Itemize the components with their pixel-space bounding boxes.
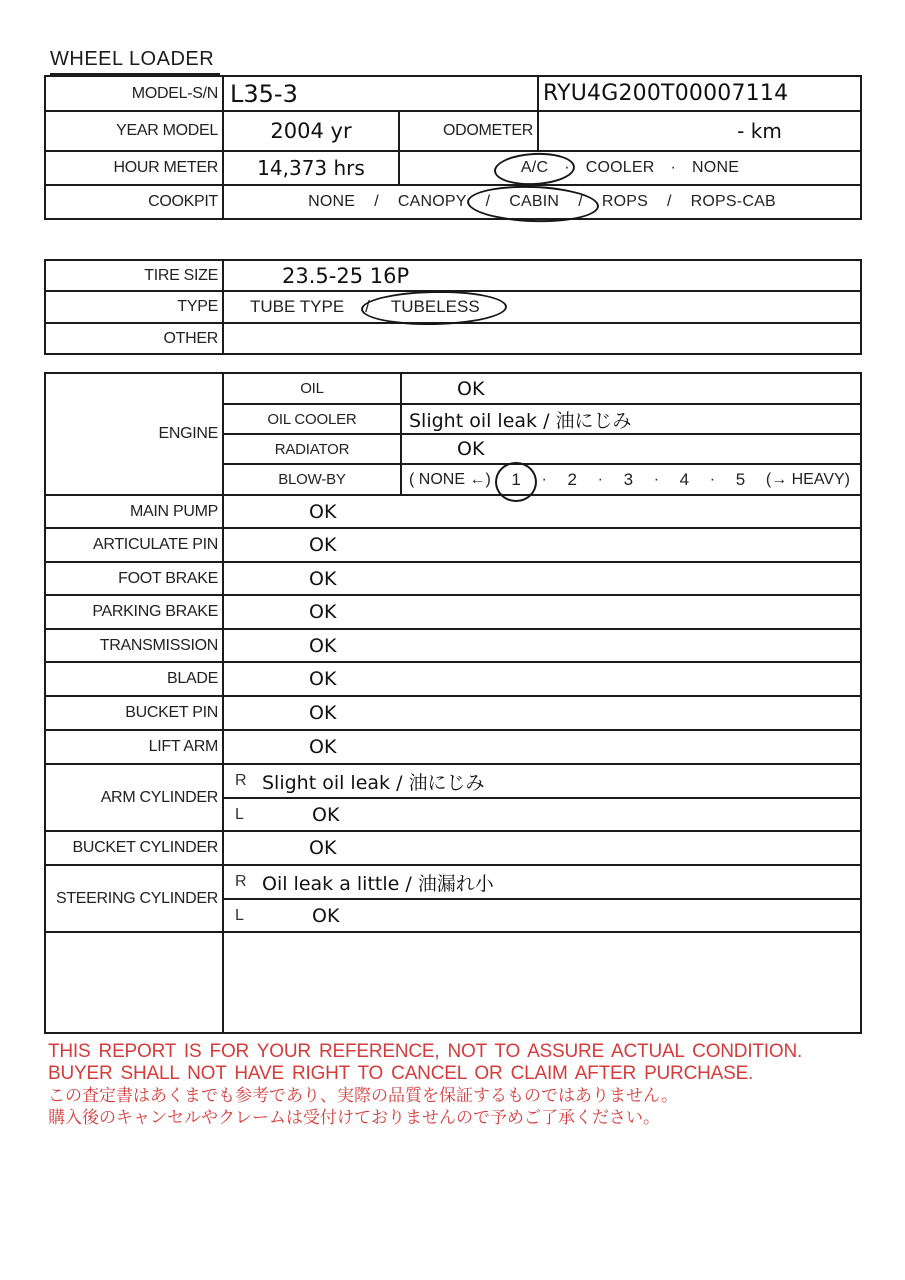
blow-by-scale [402, 470, 860, 490]
separator-slash: / [578, 193, 583, 210]
bucket-pin-value: OK [223, 696, 861, 730]
separator-dot: · [709, 470, 716, 488]
engine-blow-by-label: BLOW-BY [223, 464, 401, 495]
side-l-label: L [235, 805, 244, 823]
separator-dot: · [541, 470, 547, 488]
odometer-label: ODOMETER [399, 111, 538, 151]
aircon-option-cooler: COOLER [585, 159, 655, 176]
cockpit-option-canopy: CANOPY [397, 193, 467, 210]
foot-brake-value: OK [223, 562, 861, 595]
steering-cylinder-right-cell [223, 865, 861, 899]
row-foot-brake [45, 562, 861, 595]
tire-option-tube-type: TUBE TYPE [250, 297, 345, 316]
tire-option-tubeless-circled: TUBELESS [390, 297, 480, 316]
lift-arm-value: OK [223, 730, 861, 764]
transmission-label: TRANSMISSION [45, 629, 223, 662]
cockpit-option-cabin-circled: CABIN [509, 193, 560, 210]
arm-cylinder-left-cell [223, 798, 861, 831]
arm-cylinder-left-value: OK [312, 803, 340, 826]
separator-dot: · [653, 470, 660, 488]
hour-meter-label: HOUR METER [45, 151, 223, 185]
main-pump-value: OK [223, 495, 861, 528]
cockpit-label: COOKPIT [45, 185, 223, 219]
blow-by-level-3: 3 [623, 469, 634, 489]
bucket-cylinder-label: BUCKET CYLINDER [45, 831, 223, 865]
row-bucket-cylinder [45, 831, 861, 865]
engine-oil-cooler-label: OIL COOLER [223, 404, 401, 434]
odometer-value: - km [538, 111, 861, 151]
separator-dot: · [597, 470, 603, 488]
steering-cylinder-label: STEERING CYLINDER [45, 865, 223, 932]
engine-blow-by-scale-cell [401, 464, 861, 495]
engine-oil-value: OK [401, 373, 861, 404]
model-value: L35-3 [223, 76, 538, 111]
blade-value: OK [223, 662, 861, 696]
steering-cylinder-left-value: OK [312, 904, 340, 927]
inspection-table [44, 372, 862, 1034]
cockpit-options-cell [223, 185, 861, 219]
blow-by-prefix: ( NONE ←) [409, 470, 491, 488]
row-model [45, 76, 861, 111]
row-engine-oil [45, 373, 861, 404]
row-parking-brake [45, 595, 861, 629]
arm-cylinder-right-cell [223, 764, 861, 798]
engine-oil-cooler-value: Slight oil leak / 油にじみ [401, 404, 861, 434]
row-tire-type [45, 291, 861, 323]
engine-label: ENGINE [45, 373, 223, 495]
aircon-options [400, 159, 860, 177]
separator-slash: / [667, 193, 672, 210]
cockpit-option-rops: ROPS [601, 193, 648, 210]
row-hour-aircon [45, 151, 861, 185]
notes-label-cell [45, 932, 223, 1033]
tire-other-label: OTHER [45, 323, 223, 354]
row-transmission [45, 629, 861, 662]
row-notes-empty [45, 932, 861, 1033]
disclaimer-line-jp-2: 購入後のキャンセルやクレームは受付けておりませんので予めご了承ください。 [48, 1108, 660, 1127]
tire-type-options [224, 297, 860, 317]
page-title: WHEEL LOADER [50, 48, 220, 75]
aircon-options-cell [399, 151, 861, 185]
row-steering-cylinder-right [45, 865, 861, 899]
arm-cylinder-left-row [224, 804, 860, 826]
side-r-label: R [235, 873, 247, 890]
separator-slash: / [374, 193, 379, 210]
aircon-option-ac-circled: A/C [520, 159, 549, 176]
steering-cylinder-right-value: Oil leak a little / 油漏れ小 [262, 872, 494, 895]
tire-size-value: 23.5-25 16P [223, 260, 861, 291]
cockpit-option-ropscab: ROPS-CAB [690, 193, 776, 210]
blade-label: BLADE [45, 662, 223, 696]
row-blade [45, 662, 861, 696]
steering-cylinder-left-cell [223, 899, 861, 932]
foot-brake-label: FOOT BRAKE [45, 562, 223, 595]
disclaimer [48, 1041, 802, 1129]
header-table [44, 75, 862, 220]
parking-brake-label: PARKING BRAKE [45, 595, 223, 629]
notes-value-cell [223, 932, 861, 1033]
parking-brake-value: OK [223, 595, 861, 629]
row-tire-size [45, 260, 861, 291]
blow-by-level-1-circled: 1 [511, 469, 521, 489]
bucket-cylinder-value: OK [223, 831, 861, 865]
year-value: 2004 yr [223, 111, 399, 151]
disclaimer-line-jp-1: この査定書はあくまでも参考であり、実際の品質を保証するものではありません。 [48, 1086, 679, 1105]
main-pump-label: MAIN PUMP [45, 495, 223, 528]
year-label: YEAR MODEL [45, 111, 223, 151]
row-arm-cylinder-right [45, 764, 861, 798]
arm-cylinder-label: ARM CYLINDER [45, 764, 223, 831]
side-l-label: L [235, 906, 244, 924]
steering-cylinder-right-row [224, 869, 860, 896]
transmission-value: OK [223, 629, 861, 662]
disclaimer-line-en-1: THIS REPORT IS FOR YOUR REFERENCE, NOT TO ASSURE ACTUAL CONDITION. [48, 1041, 803, 1062]
side-r-label: R [235, 772, 247, 789]
blow-by-suffix: (→ HEAVY) [765, 470, 850, 488]
row-tire-other [45, 323, 861, 354]
separator-dot: · [564, 159, 570, 176]
separator-dot: · [670, 159, 677, 176]
tire-type-label: TYPE [45, 291, 223, 323]
hour-meter-value: 14,373 hrs [223, 151, 399, 185]
blow-by-level-4: 4 [679, 469, 690, 489]
aircon-option-none: NONE [692, 159, 740, 176]
blow-by-level-5: 5 [735, 469, 746, 489]
model-label: MODEL-S/N [45, 76, 223, 111]
separator-slash: / [365, 297, 370, 316]
row-articulate-pin [45, 528, 861, 562]
separator-slash: / [485, 193, 491, 210]
cockpit-options [224, 193, 860, 211]
articulate-pin-label: ARTICULATE PIN [45, 528, 223, 562]
cockpit-option-none: NONE [308, 193, 356, 210]
row-year-odometer [45, 111, 861, 151]
engine-radiator-value: OK [401, 434, 861, 464]
serial-value: RYU4G200T00007114 [538, 76, 861, 111]
arm-cylinder-right-value: Slight oil leak / 油にじみ [262, 771, 485, 794]
articulate-pin-value: OK [223, 528, 861, 562]
row-cockpit [45, 185, 861, 219]
arm-cylinder-right-row [224, 768, 860, 795]
row-main-pump [45, 495, 861, 528]
lift-arm-label: LIFT ARM [45, 730, 223, 764]
steering-cylinder-left-row [224, 905, 860, 927]
row-lift-arm [45, 730, 861, 764]
tire-type-options-cell [223, 291, 861, 323]
disclaimer-line-en-2: BUYER SHALL NOT HAVE RIGHT TO CANCEL OR CLAIM AFTER PURCHASE. [48, 1063, 754, 1084]
tire-table [44, 259, 862, 355]
engine-oil-label: OIL [223, 373, 401, 404]
tire-size-label: TIRE SIZE [45, 260, 223, 291]
row-bucket-pin [45, 696, 861, 730]
bucket-pin-label: BUCKET PIN [45, 696, 223, 730]
blow-by-level-2: 2 [567, 469, 577, 489]
tire-other-value [223, 323, 861, 354]
engine-radiator-label: RADIATOR [223, 434, 401, 464]
